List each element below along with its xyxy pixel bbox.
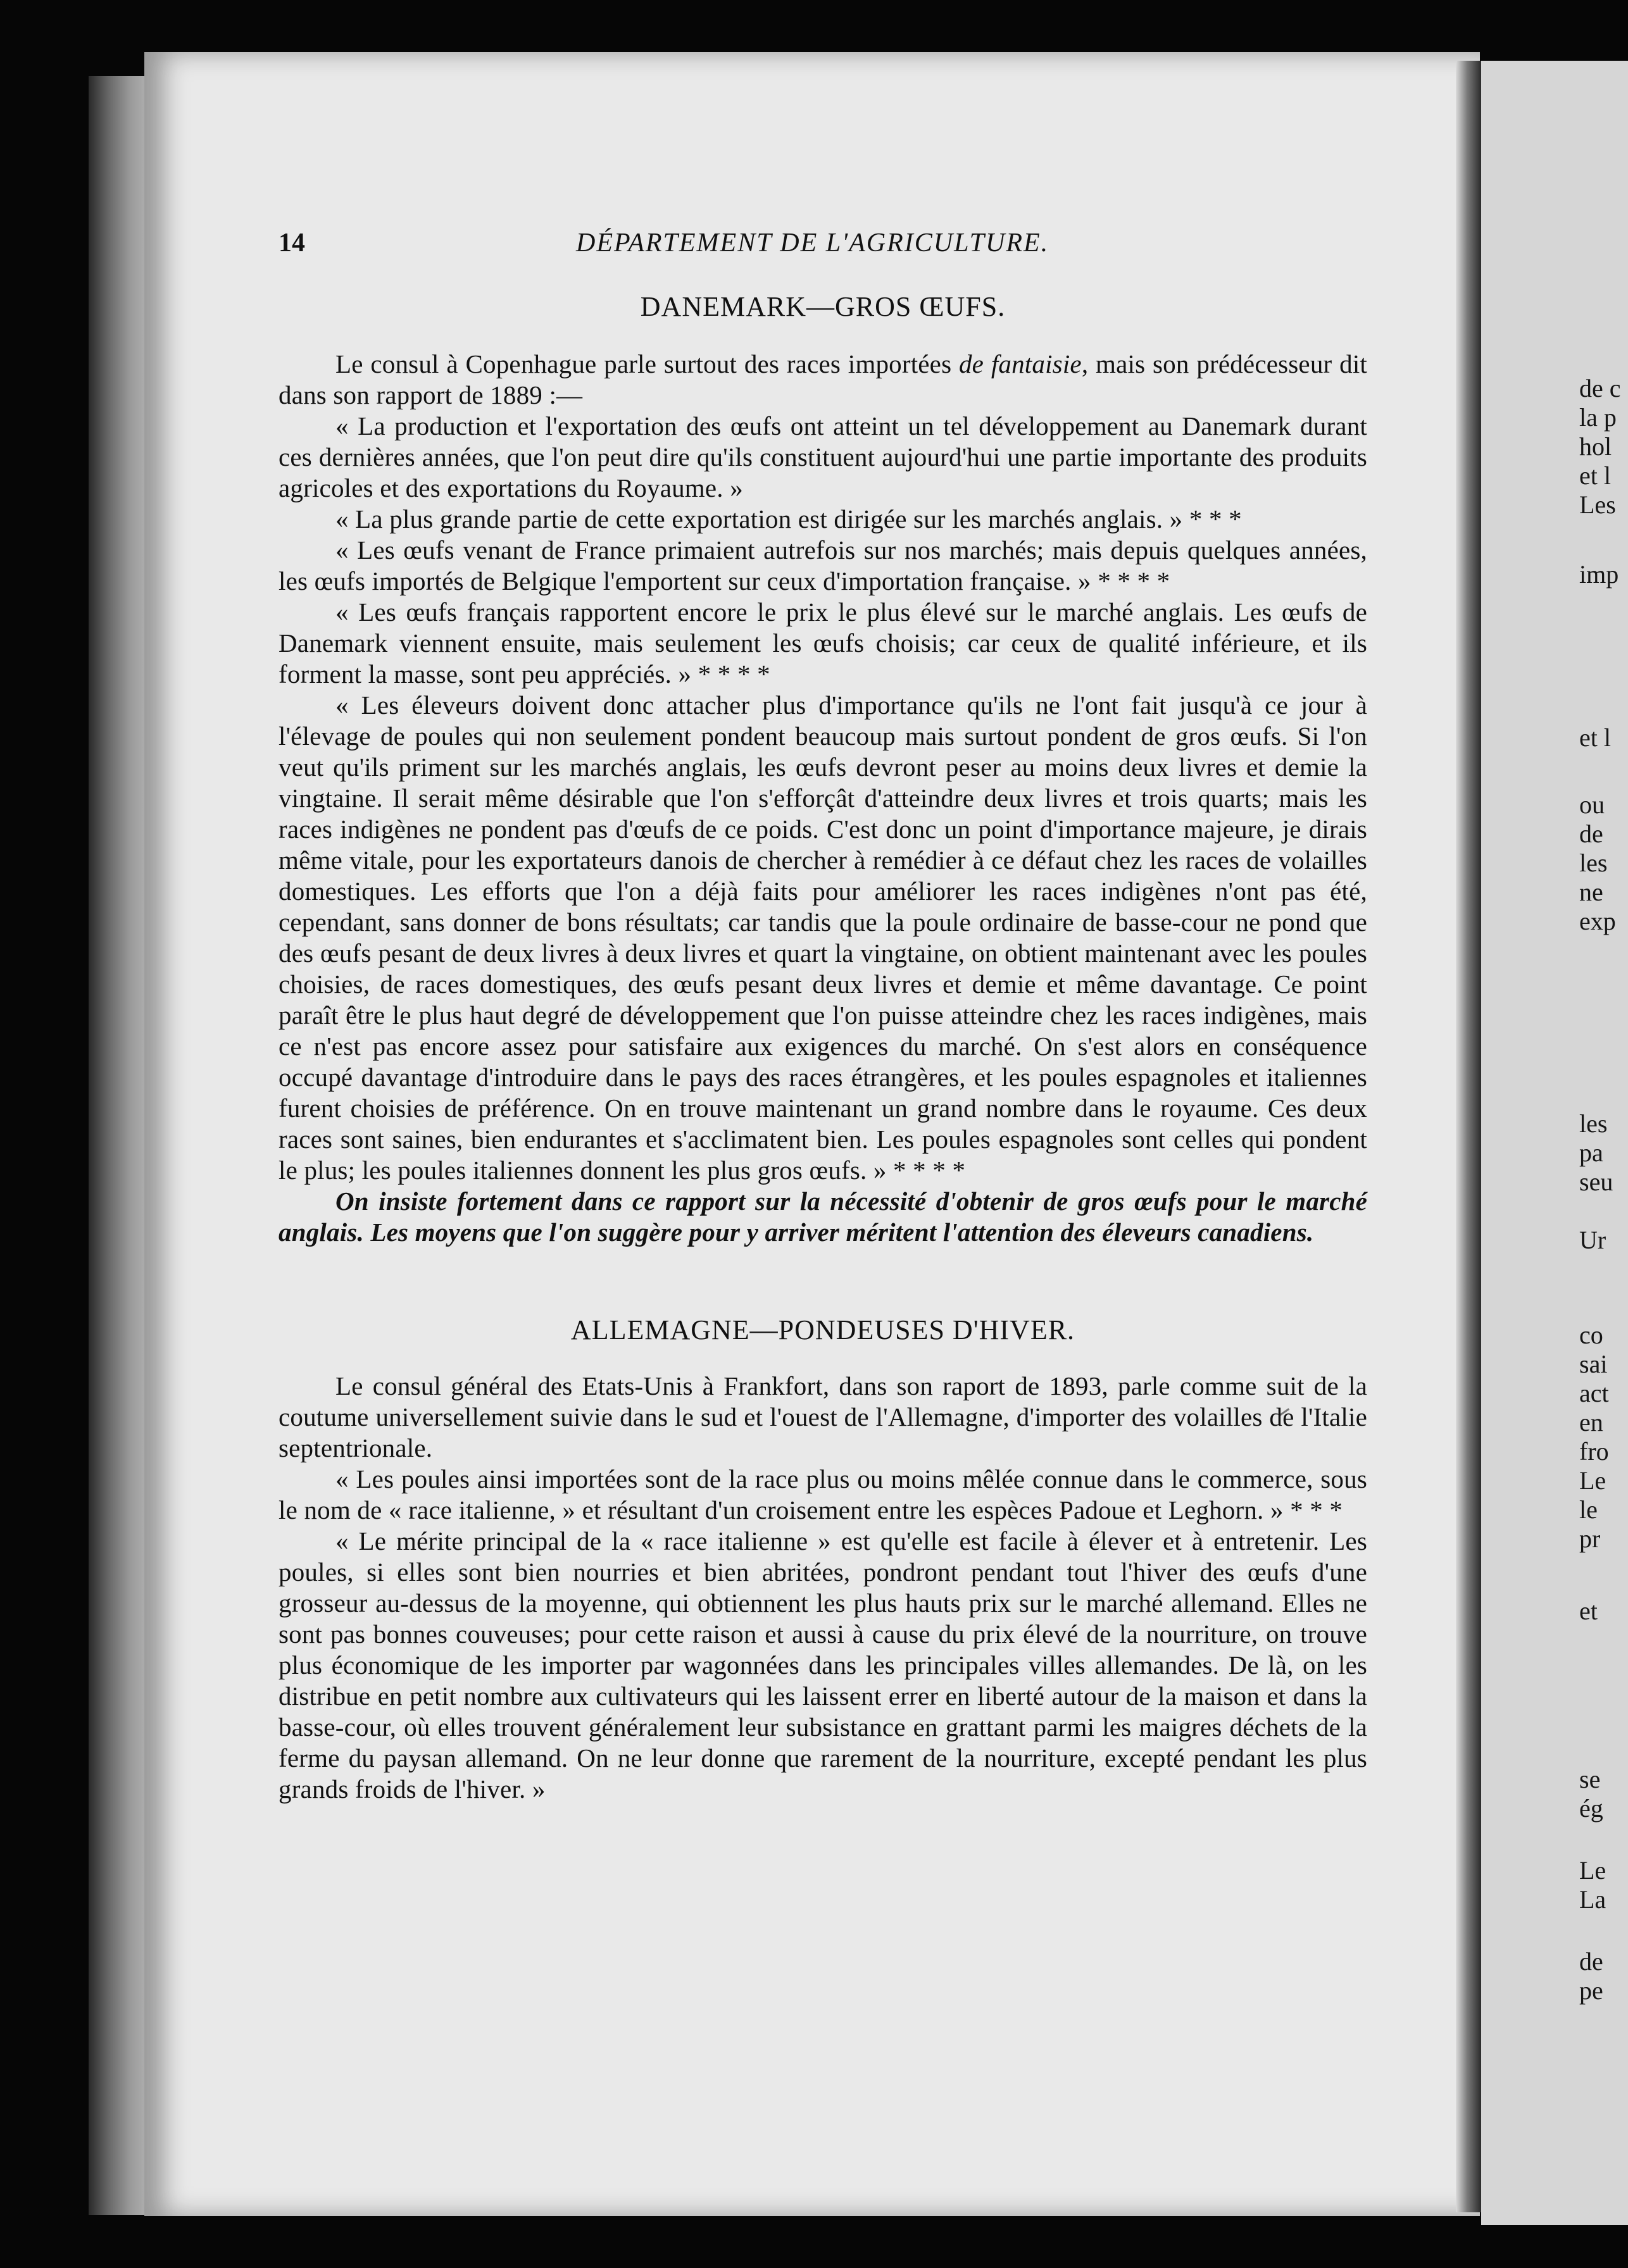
adjacent-fragment: la p [1579,403,1617,432]
adjacent-fragment: et l [1579,461,1611,490]
adjacent-fragment: pr [1579,1524,1601,1553]
intro-text: , mais son prédécesseur dit dans son rapport de 1889 :— [279,349,1367,409]
intro-italic-phrase: de fantaisie [958,349,1082,378]
adjacent-fragment: et [1579,1597,1598,1625]
adjacent-fragment: ne [1579,878,1603,906]
adjacent-fragment: exp [1579,907,1616,935]
running-head [279,228,1367,266]
adjacent-fragment: hol [1579,432,1612,461]
adjacent-fragment: Le [1579,1466,1606,1495]
running-title: DÉPARTEMENT DE L'AGRICULTURE. [576,228,1049,258]
adjacent-page [1481,61,1628,2225]
adjacent-fragment: Le [1579,1856,1606,1885]
adjacent-fragment: de [1579,1947,1603,1976]
section-heading-allemagne: ALLEMAGNE—PONDEUSES D'HIVER. [570,1314,1075,1345]
adjacent-fragment: seu [1579,1168,1613,1196]
adjacent-fragment: act [1579,1379,1609,1407]
intro-text: Le consul à Copenhague parle surtout des races importées [335,349,959,378]
adjacent-fragment: pe [1579,1976,1603,2005]
section-heading-danemark: DANEMARK—GROS ŒUFS. [640,291,1006,322]
paragraph: « Le mérite principal de la « race italienne » est qu'elle est facile à élever et à entretenir. Les poules, si elles sont bien nourries et bien abritées, pondront pendant tout l'hiver des œufs d'une grosseur au-dessus de la moyenne, qui obtiennent les plus hauts prix sur le marché allemand. Elles ne sont pas bonnes couveuses; pour cette raison et aussi à cause du prix élevé de la nourriture, on trouve plus économique de les importer par wagonnées dans les principales villes allemandes. De là, on les distribue en petit nombre aux cultivateurs qui les laissent errer en liberté autour de la maison et dans la basse-cour, où elles trouvent généralement leur subsistance en grattant parmi les maigres déchets de la ferme du paysan allemand. On ne leur donne que rarement de la nourriture, excepté pendant les plus grands froids de l'hiver. » [279,1526,1367,1804]
paragraph: « La production et l'exportation des œufs ont atteint un tel développement au Danemark durant ces dernières années, que l'on peut dire qu'ils constituent aujourd'hui une partie importante des produits agricoles et des exportations du Royaume. » [279,411,1367,502]
adjacent-fragment: se [1579,1765,1601,1793]
adjacent-fragment: les [1579,849,1608,877]
adjacent-fragment: en [1579,1408,1603,1436]
adjacent-fragment: Ur [1579,1226,1606,1254]
page-number: 14 [279,228,305,258]
adjacent-fragment: ou [1579,790,1605,819]
adjacent-fragment: de c [1579,374,1621,402]
adjacent-fragment: imp [1579,560,1619,589]
adjacent-fragment: fro [1579,1437,1609,1466]
page-text-block [279,228,1367,1805]
adjacent-fragment: ég [1579,1794,1603,1822]
paragraph: « Les œufs français rapportent encore le prix le plus élevé sur le marché anglais. Les œufs de Danemark viennent ensuite, mais seulement les œufs choisis; car ceux de qualité inférieure, et ils forment la masse, sont peu appréciés. » * * * * [279,597,1367,688]
adjacent-fragment: sai [1579,1350,1608,1378]
paragraph: « Les œufs venant de France primaient autrefois sur nos marchés; mais depuis quelques années, les œufs importés de Belgique l'emportent sur ceux d'importation française. » * * * * [279,535,1367,595]
adjacent-fragment: La [1579,1885,1606,1914]
paragraph: « La plus grande partie de cette exportation est dirigée sur les marchés anglais. » * * * [335,504,1242,533]
adjacent-fragment: pa [1579,1138,1603,1167]
editorial-note: On insiste fortement dans ce rapport sur la nécessité d'obtenir de gros œufs pour le marché anglais. Les moyens que l'on suggère pour y arriver méritent l'attention des éleveurs canadiens. [279,1187,1367,1247]
adjacent-fragment: les [1579,1109,1608,1138]
paragraph: « Les poules ainsi importées sont de la race plus ou moins mêlée connue dans le commerce, sous le nom de « race italienne, » et résultant d'un croisement entre les espèces Padoue et Leghorn. » * * * [279,1464,1367,1524]
paragraph [279,349,1367,411]
book-gutter-shadow [1456,61,1481,2212]
adjacent-fragment: de [1579,819,1603,848]
adjacent-fragment: et l [1579,723,1611,752]
adjacent-fragment: co [1579,1321,1603,1349]
adjacent-fragment: le [1579,1495,1598,1524]
paragraph: « Les éleveurs doivent donc attacher plus d'importance qu'ils ne l'ont fait jusqu'à ce jour à l'élevage de poules qui non seulement pondent beaucoup mais surtout pondent de gros œufs. Si l'on veut qu'ils priment sur les marchés anglais, les œufs devront peser au moins deux livres et demie la vingtaine. Il serait même désirable que l'on s'efforçât d'atteindre deux livres et trois quarts; mais les races indigènes ne pondent pas d'œufs de ce poids. C'est donc un point d'importance majeure, je dirais même vitale, pour les exportateurs danois de chercher à remédier à ce défaut chez les races de volailles domestiques. Les efforts que l'on a déjà faits pour améliorer les races indigènes n'ont pas été, cependant, sans donner de bons résultats; car tandis que la poule ordinaire de basse-cour ne pond que des œufs pesant de deux livres à deux livres et quart la vingtaine, on obtient maintenant avec les poules choisies, de races domestiques, des œufs pesant deux livres et demie et même davantage. Ce point paraît être le plus haut degré de développement que l'on puisse atteindre chez les races indigènes, mais ce n'est pas encore assez pour satisfaire aux exigences du marché. On s'est alors en conséquence occupé davantage d'introduire dans le pays des races étrangères, et les poules espagnoles et italiennes furent choisies de préférence. On en trouve maintenant un grand nombre dans le royaume. Ces deux races sont saines, bien endurantes et s'acclimatent bien. Les poules espagnoles sont celles qui pondent le plus; les poules italiennes donnent les plus gros œufs. » * * * * [279,690,1367,1185]
paragraph: Le consul général des Etats-Unis à Frankfort, dans son raport de 1893, parle comme suit de la coutume universellement suivie dans le sud et l'ouest de l'Allemagne, d'importer des volailles de l'Italie septentrionale. [279,1371,1367,1462]
adjacent-fragment: Les [1579,490,1616,519]
